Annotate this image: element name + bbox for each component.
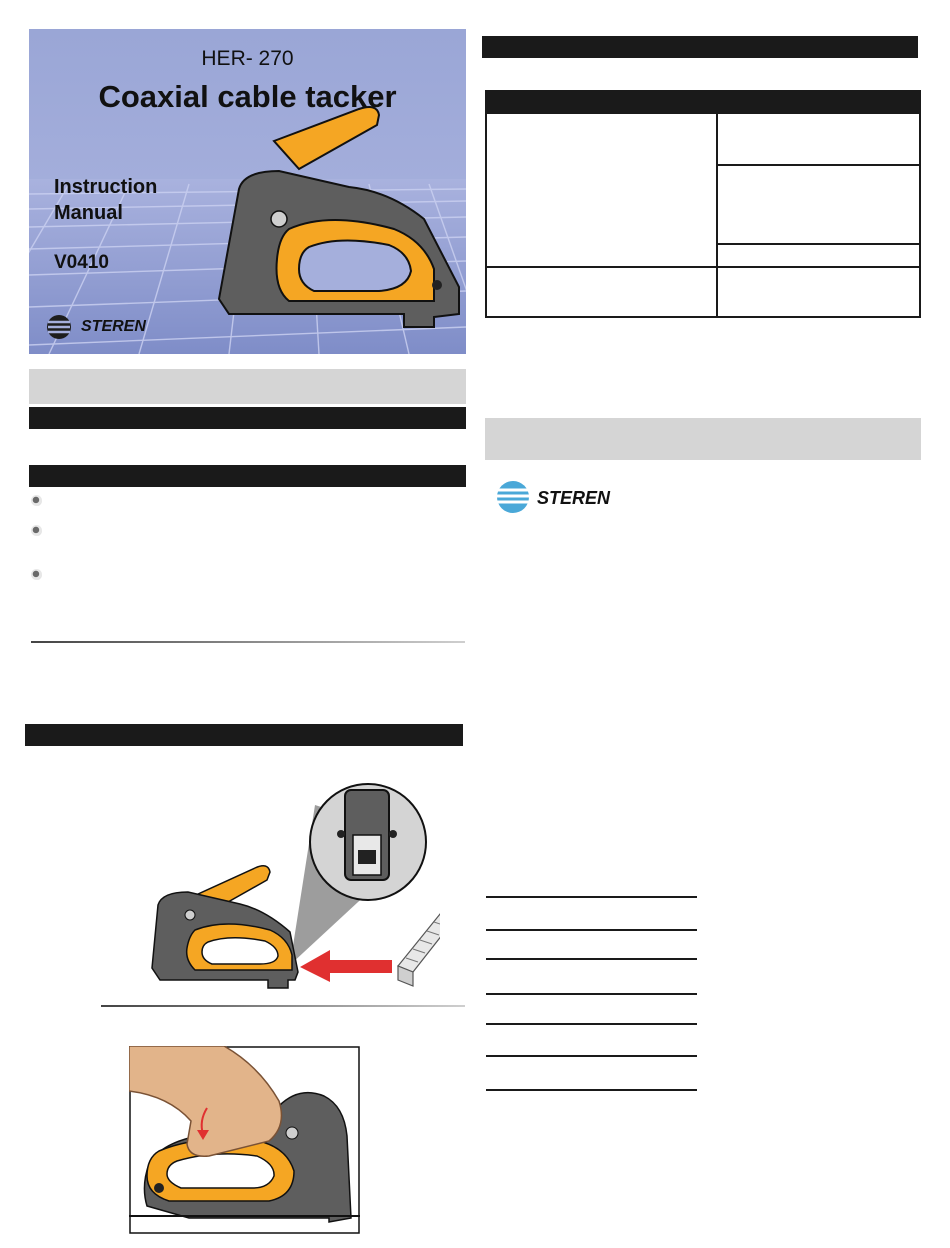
- bullet-icon: [31, 569, 42, 580]
- spec-table: [485, 90, 921, 318]
- footer-brand: STEREN: [537, 488, 611, 508]
- steren-logo-icon: [47, 315, 71, 339]
- divider: [31, 641, 465, 643]
- table-header-cell: [487, 92, 716, 114]
- cover-brand: STEREN: [81, 318, 146, 335]
- gray-band-right: [485, 418, 921, 460]
- gray-band-1: [29, 369, 466, 404]
- red-arrow-icon: [300, 950, 392, 982]
- signature-line: [486, 958, 697, 960]
- hand-press-illustration: [129, 1046, 360, 1234]
- section-bar-3: [25, 724, 463, 746]
- section-bar-2: [29, 465, 466, 487]
- section-bar-1: [29, 407, 466, 429]
- signature-line: [486, 896, 697, 898]
- table-header-cell: [718, 92, 919, 114]
- signature-line: [486, 929, 697, 931]
- manual-label: [54, 174, 157, 226]
- manual-label-line1: Instruction: [54, 176, 158, 198]
- manual-label-line2: Manual: [54, 202, 123, 224]
- steren-logo-icon: [496, 480, 530, 514]
- staple-strip-illustration: [398, 898, 440, 986]
- table-column-divider: [716, 92, 718, 316]
- cover-panel: [29, 29, 466, 354]
- bullet-icon: [31, 495, 42, 506]
- product-title: Coaxial cable tacker: [98, 79, 397, 114]
- table-row-divider: [718, 164, 919, 166]
- model-number: HER- 270: [201, 47, 294, 70]
- bullet-icon: [31, 525, 42, 536]
- signature-line: [486, 1089, 697, 1091]
- divider: [101, 1005, 465, 1007]
- table-row-divider: [718, 243, 919, 245]
- signature-line: [486, 993, 697, 995]
- section-bar-right-1: [482, 36, 918, 58]
- version-code: V0410: [54, 252, 109, 273]
- signature-line: [486, 1055, 697, 1057]
- table-row-divider: [487, 266, 919, 268]
- staple-loading-illustration: [140, 760, 440, 990]
- signature-line: [486, 1023, 697, 1025]
